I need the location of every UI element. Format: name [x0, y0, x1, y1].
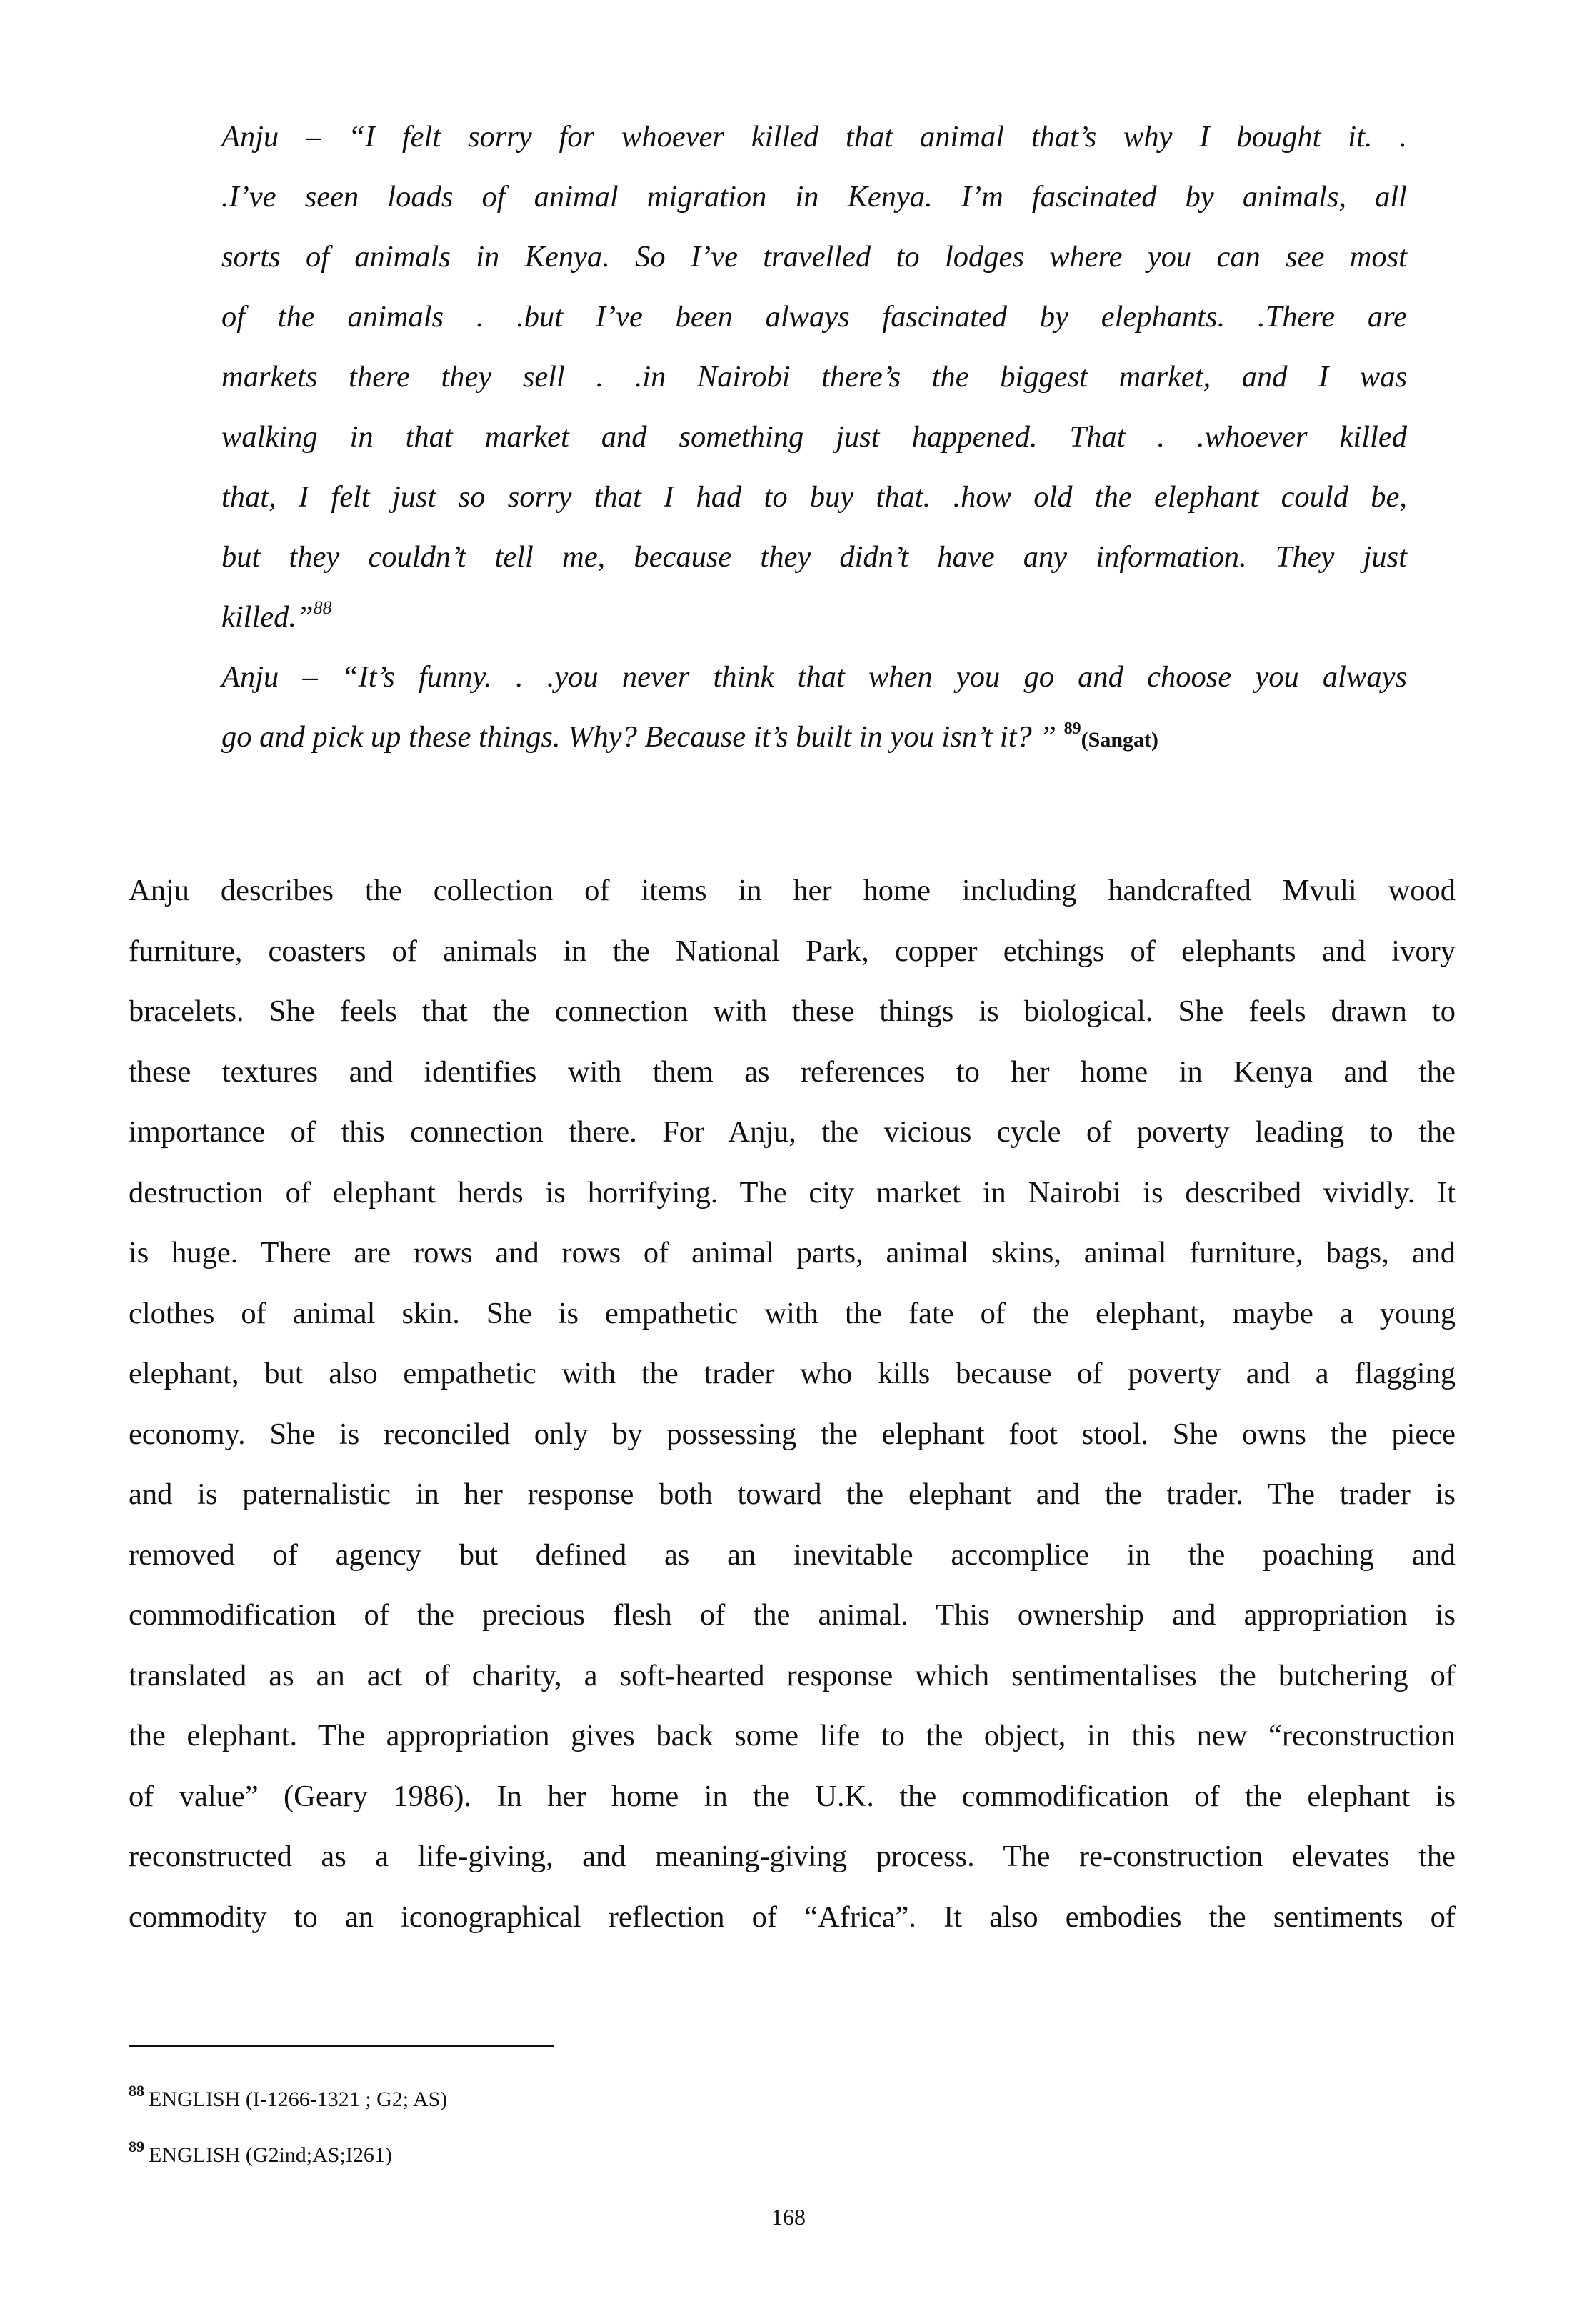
body-line: importance of this connection there. For Anju, the vicious cycle of poverty leading to the — [129, 1115, 1456, 1149]
footnote-89 — [129, 2128, 447, 2183]
body-line: economy. She is reconciled only by possessing the elephant foot stool. She owns the piece — [129, 1417, 1456, 1451]
footnote-88 — [129, 2072, 447, 2128]
quote-line: sorts of animals in Kenya. So I’ve travelled to lodges where you can see most — [221, 240, 1407, 274]
page-number: 168 — [771, 2204, 806, 2230]
body-line: elephant, but also empathetic with the trader who kills because of poverty and a flagging — [129, 1357, 1456, 1390]
footnote-divider — [129, 2045, 554, 2047]
footnote-number: 88 — [129, 2082, 144, 2100]
quote-line: markets there they sell . .in Nairobi there’s the biggest market, and I was — [221, 360, 1407, 394]
body-line: Anju describes the collection of items in her home including handcrafted Mvuli wood — [129, 874, 1456, 907]
body-line: commodification of the precious flesh of the animal. This ownership and appropriation is — [129, 1598, 1456, 1632]
body-line: and is paternalistic in her response both toward the elephant and the trader. The trader is — [129, 1477, 1456, 1511]
quote-line: that, I felt just so sorry that I had to buy that. .how old the elephant could be, — [221, 480, 1407, 514]
quote-text: killed.” — [221, 600, 314, 634]
body-line: removed of agency but defined as an inevitable accomplice in the poaching and — [129, 1537, 1456, 1572]
quote-line: walking in that market and something just happened. That . .whoever killed — [221, 420, 1407, 454]
footnotes — [129, 2072, 447, 2183]
footnote-text: ENGLISH (G2ind;AS;I261) — [149, 2143, 392, 2167]
quote-line: of the animals . .but I’ve been always fascinated by elephants. .There are — [221, 300, 1407, 334]
body-line: these textures and identifies with them as references to her home in Kenya and the — [129, 1054, 1456, 1089]
body-line: reconstructed as a life-giving, and meaning-giving process. The re-construction elevates the — [129, 1840, 1456, 1873]
footnote-ref-89[interactable]: 89 — [1063, 719, 1081, 738]
quote-line: Anju – “I felt sorry for whoever killed that animal that’s why I bought it. . — [221, 120, 1407, 154]
body-line: the elephant. The appropriation gives back some life to the object, in this new “reconstruction — [129, 1719, 1456, 1752]
body-line: clothes of animal skin. She is empathetic with the fate of the elephant, maybe a young — [129, 1296, 1456, 1330]
body-line: of value” (Geary 1986). In her home in the U.K. the commodification of the elephant is — [129, 1779, 1456, 1813]
body-line: translated as an act of charity, a soft-hearted response which sentimentalises the butchering of — [129, 1658, 1456, 1692]
footnote-text: ENGLISH (I-1266-1321 ; G2; AS) — [149, 2088, 448, 2111]
footnote-number: 89 — [129, 2138, 144, 2155]
quote-line: .I’ve seen loads of animal migration in Kenya. I’m fascinated by animals, all — [221, 180, 1407, 214]
interview-quote — [221, 107, 1407, 767]
body-line: bracelets. She feels that the connection with these things is biological. She feels drawn to — [129, 994, 1456, 1028]
quote-text: go and pick up these things. Why? Because it’s built in you isn’t it? ” — [221, 720, 1057, 754]
footnote-ref-88[interactable]: 88 — [313, 597, 332, 618]
quote-source: (Sangat) — [1081, 728, 1158, 752]
body-line: commodity to an iconographical reflection of “Africa”. It also embodies the sentiments of — [129, 1900, 1456, 1934]
quote-line: Anju – “It’s funny. . .you never think that when you go and choose you always — [221, 660, 1407, 694]
quote-line: but they couldn’t tell me, because they didn’t have any information. They just — [221, 540, 1407, 574]
quote-line — [221, 587, 1407, 647]
body-line: is huge. There are rows and rows of animal parts, animal skins, animal furniture, bags, and — [129, 1236, 1456, 1270]
body-paragraph — [129, 861, 1456, 1948]
body-line: destruction of elephant herds is horrifying. The city market in Nairobi is described vividly. It — [129, 1175, 1456, 1210]
body-line: furniture, coasters of animals in the National Park, copper etchings of elephants and ivory — [129, 934, 1456, 968]
quote-line — [221, 707, 1407, 767]
